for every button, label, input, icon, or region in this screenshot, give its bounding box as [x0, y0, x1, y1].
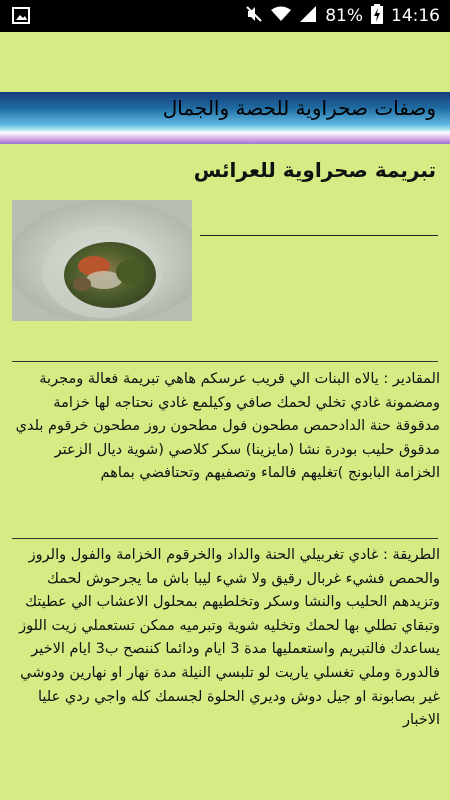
ingredients-text: المقادير : ياﻻه البنات الي قريب عرسكم هاهي تبريمة فعالة ومجربة ومضمونة غادي تخلي لحمك صافي وكيلمع غادي نحتاجه لها خزامة مدقوقة حنة الدادحمص مطحون فول مطحون روز مطحون خرقوم بلدي مدقوق حليب بودرة نشا (مايزينا) سكر كلاصي (شوية ديال الزعتر الخزامة البابونج )تغليهم فالماء وتصفيهم وتحتافضي بماهم: [15, 371, 440, 482]
recipe-image: [12, 200, 192, 321]
status-icons: [245, 0, 440, 32]
mute-icon: [245, 5, 263, 28]
app-title: وصفات صحراوية للحصة والجمال: [162, 96, 436, 120]
divider: [200, 235, 438, 236]
divider: [12, 361, 438, 362]
recipe-title: تبريمة صحراوية للعرائس: [193, 158, 436, 182]
clock: 14:16: [391, 6, 440, 26]
image-icon: [12, 7, 30, 28]
app-title-bar: [0, 92, 450, 144]
battery-percent: 81%: [325, 6, 363, 26]
signal-icon: [299, 5, 317, 28]
status-bar: [0, 0, 450, 32]
battery-charging-icon: [371, 4, 383, 29]
divider: [12, 538, 438, 539]
method-text: الطريقة : غادي تغربيلي الحنة والداد والخرقوم الخزامة والفول والروز والحمص فشيء غربال رقيق وﻻ شيء ليبا باش ما يجرحوش لحمك وتزيدهم الحليب والنشا وسكر وتخلطيهم بمحلول الاعشاب الي عطيتك وتبقاي تطلي بها لحمك وتخليه شوية وتبرميه ممكن تستعملي زيت اللوز يساعدك فالتبريم واستعمليها مدة 3 ايام ودائما كننصح ب3 ايام الاخير فالدورة وملي تغسلي ياريت لو تلبسي النيلة مدة نهار او نهارين ودوشي غير بصابونة او جيل دوش وديري الحلوة لجسمك كله واجي ردي عليا الاخبار: [19, 547, 440, 729]
wifi-icon: [271, 6, 291, 27]
